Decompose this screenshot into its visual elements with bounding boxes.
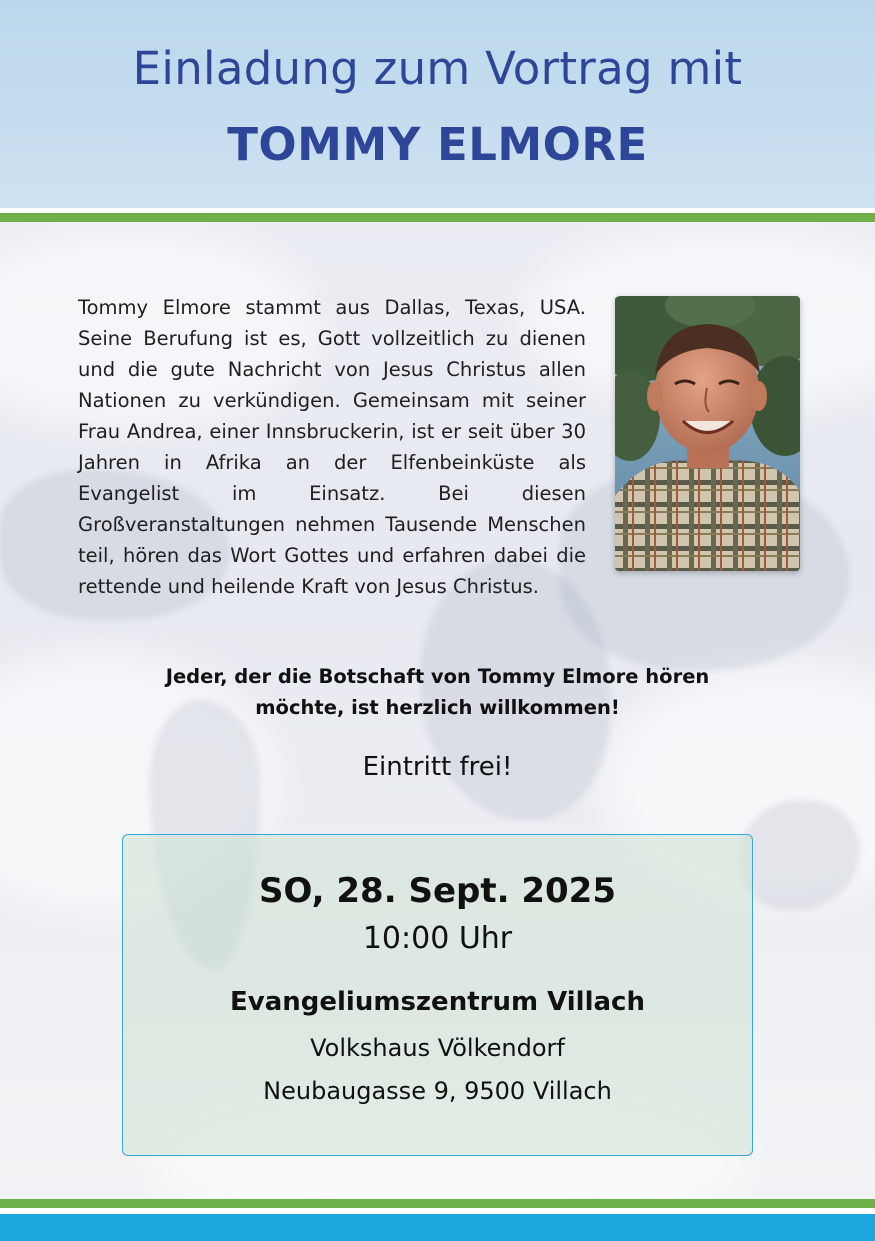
title-line-1: Einladung zum Vortrag mit xyxy=(132,42,743,95)
admission-note: Eintritt frei! xyxy=(362,752,513,782)
speaker-name: TOMMY ELMORE xyxy=(227,118,648,171)
event-time: 10:00 Uhr xyxy=(362,921,513,956)
event-place: Volkshaus Völkendorf xyxy=(310,1034,565,1062)
invitation-line-2: möchte, ist herzlich willkommen! xyxy=(255,696,620,719)
invitation-text xyxy=(100,661,775,723)
event-details-box xyxy=(122,834,753,1156)
event-address: Neubaugasse 9, 9500 Villach xyxy=(263,1077,612,1105)
header-banner xyxy=(0,0,875,208)
speaker-portrait xyxy=(615,296,800,571)
footer-stripe-green xyxy=(0,1199,875,1208)
footer-stripe-blue xyxy=(0,1214,875,1241)
invitation-line-1: Jeder, der die Botschaft von Tommy Elmore hören xyxy=(165,665,710,688)
event-date: SO, 28. Sept. 2025 xyxy=(259,871,616,911)
event-venue: Evangeliumszentrum Villach xyxy=(230,987,645,1017)
map-australia xyxy=(740,800,860,910)
speaker-bio: Tommy Elmore stammt aus Dallas, Texas, USA. Seine Berufung ist es, Gott vollzeitlich zu dienen und die gute Nachricht von Jesus Christus allen Nationen zu verkündigen. Gemeinsam mit seiner Frau Andrea, einer Innsbruckerin, ist er seit über 30 Jahren in Afrika an der Elfenbeinküste als Evangelist im Einsatz. Bei diesen Großveranstaltungen nehmen Tausende Menschen teil, hören das Wort Gottes und erfahren dabei die rettende und heilende Kraft von Jesus Christus. xyxy=(78,296,586,598)
divider-green xyxy=(0,213,875,222)
